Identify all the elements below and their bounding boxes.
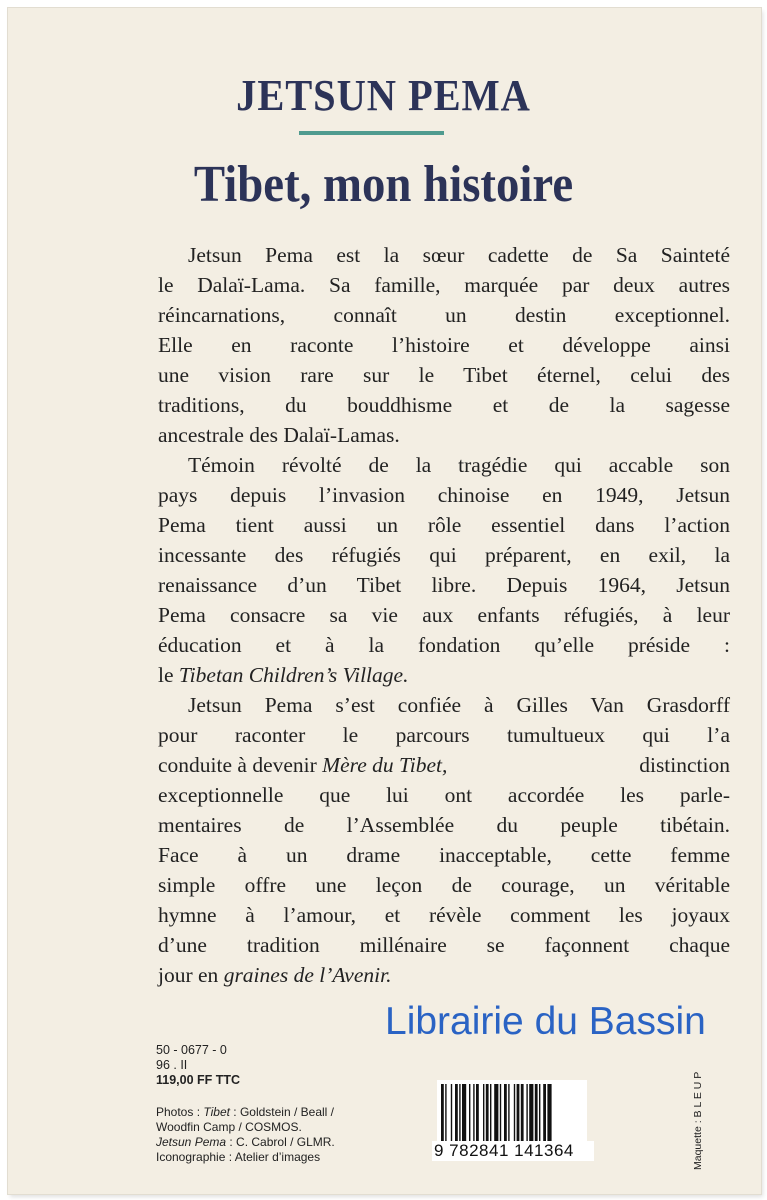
design-credit-text: Maquette : B L E U P (692, 1071, 704, 1170)
blurb-line: Pema tient aussi un rôle essentiel dans l’action (158, 513, 730, 537)
blurb-line: le Dalaï-Lama. Sa famille, marquée par deux autres (158, 273, 730, 297)
blurb-italic: Tibetan Children’s Village. (178, 663, 409, 687)
blurb-line: Jetsun Pema s’est confiée à Gilles Van Grasdorff (188, 693, 730, 717)
barcode-bar (483, 1084, 484, 1142)
product-codes (156, 1043, 240, 1088)
barcode-bar (490, 1084, 491, 1142)
credit-line: Woodfin Camp / COSMOS. (156, 1120, 302, 1134)
blurb (158, 240, 730, 990)
blurb-line: pour raconter le parcours tumultueux qui l’a (158, 723, 730, 747)
blurb-text: conduite à devenir (158, 753, 323, 777)
isbn-number: 9 782841 141364 (432, 1141, 594, 1161)
bookseller-stamp: Librairie du Bassin (385, 1000, 706, 1043)
barcode-bar (539, 1084, 540, 1142)
credit-italic: Jetsun Pema (156, 1135, 227, 1149)
barcode-bar (469, 1084, 470, 1142)
barcode-bar (476, 1084, 479, 1142)
barcode-bar (504, 1084, 507, 1142)
blurb-line: Elle en raconte l’histoire et développe ainsi (158, 333, 730, 357)
blurb-line: ancestrale des Dalaï-Lamas. (158, 423, 400, 447)
blurb-line: incessante des réfugiés qui préparent, en exil, la (158, 543, 730, 567)
blurb-line: exceptionnelle que lui ont accordée les parle- (158, 783, 730, 807)
barcode-bar (473, 1084, 474, 1142)
barcode-bar (459, 1084, 460, 1142)
blurb-text: le (158, 663, 179, 687)
blurb-line: éducation et à la fondation qu’elle préside : (158, 633, 730, 657)
blurb-line: simple offre une leçon de courage, un véritable (158, 873, 730, 897)
blurb-line (158, 750, 730, 780)
blurb-line: Témoin révolté de la tragédie qui accable son (188, 453, 730, 477)
blurb-line: d’une tradition millénaire se façonnent chaque (158, 933, 730, 957)
blurb-line (158, 960, 730, 990)
barcode-bar (508, 1084, 509, 1142)
blurb-line (158, 660, 730, 690)
blurb-line: Face à un drame inacceptable, cette femme (158, 843, 730, 867)
blurb-line: hymne à l’amour, et révèle comment les joyaux (158, 903, 730, 927)
photo-credits (156, 1105, 335, 1165)
barcode-bar (445, 1084, 446, 1142)
book-title: Tibet, mon histoire (193, 156, 574, 213)
barcode-bar (535, 1084, 538, 1142)
barcode-bar (441, 1084, 444, 1142)
blurb-line: réincarnations, connaît un destin exceptionnel. (158, 303, 730, 327)
credit-text: : C. Cabrol / GLMR. (226, 1135, 335, 1149)
blurb-line: pays depuis l’invasion chinoise en 1949, Jetsun (158, 483, 730, 507)
barcode-bar (543, 1084, 546, 1142)
title-divider (299, 131, 444, 135)
blurb-line: traditions, du bouddhisme et de la sagesse (158, 393, 730, 417)
blurb-line: Pema consacre sa vie aux enfants réfugiés, à leur (158, 603, 730, 627)
blurb-line: une vision rare sur le Tibet éternel, celui des (158, 363, 730, 387)
author-name: JETSUN PEMA (236, 71, 531, 120)
barcode-bar (500, 1084, 501, 1142)
blurb-line: renaissance d’un Tibet libre. Depuis 1964, Jetsun (158, 573, 730, 597)
barcode-bar (517, 1084, 520, 1142)
reference-code: 50 - 0677 - 0 (156, 1043, 227, 1057)
blurb-line: Jetsun Pema est la sœur cadette de Sa Sainteté (188, 243, 730, 267)
blurb-italic: Mère du Tibet, (322, 753, 448, 777)
barcode-bar (526, 1084, 527, 1142)
blurb-line: mentaires de l’Assemblée du peuple tibétain. (158, 813, 730, 837)
barcode-bar (494, 1084, 498, 1142)
credit-text: Photos : (156, 1105, 204, 1119)
barcode-bar (514, 1084, 515, 1142)
barcode-bar (547, 1084, 551, 1142)
barcode-bars (437, 1080, 587, 1144)
credit-line: Iconographie : Atelier d’images (156, 1150, 321, 1164)
blurb-italic: graines de l’Avenir. (223, 963, 392, 987)
credit-text: : Goldstein / Beall / (229, 1105, 335, 1119)
design-credit (690, 1040, 710, 1170)
blurb-text: jour en (158, 963, 224, 987)
edition-date: 96 . II (156, 1058, 188, 1072)
price: 119,00 FF TTC (156, 1073, 241, 1087)
credit-line (156, 1135, 335, 1150)
barcode-bar (451, 1084, 452, 1142)
credit-line (156, 1105, 335, 1120)
barcode-bar (486, 1084, 489, 1142)
blurb-text: distinction (639, 753, 730, 777)
barcode-bar (455, 1084, 458, 1142)
barcode-bar (521, 1084, 524, 1142)
barcode-bar (529, 1084, 533, 1142)
credit-italic: Tibet (203, 1105, 230, 1119)
barcode-bar (462, 1084, 466, 1142)
